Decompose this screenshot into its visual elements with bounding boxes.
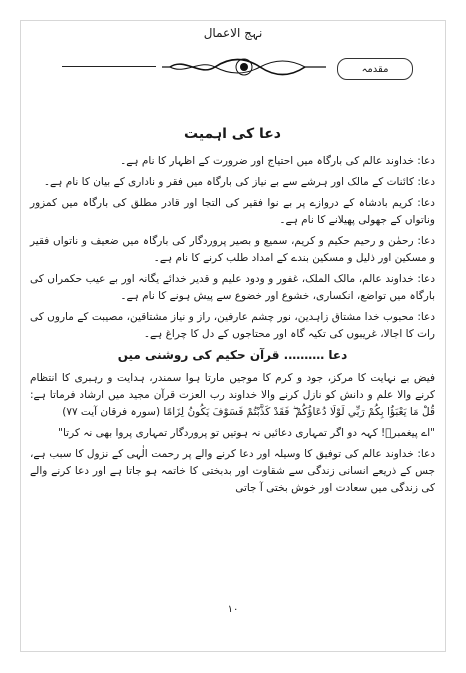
paragraph: دعا: رحمٰن و رحیم حکیم و کریم، سمیع و بصیر پروردگار کی بارگاہ میں ضعیف و ناتواں فقیر و مسکین اور ذلیل و مسکین بندے کے امداد طلب کرنے کا نام ہے۔ (30, 235, 435, 264)
paragraph: دعا: کریم بادشاہ کے دروازے پر بے نوا فقیر کی التجا اور قادر مطلق کی بارگاہ میں کمزور وناتواں کے جھولی پھیلانے کا نام ہے۔ (30, 197, 435, 226)
page-heading: دعا کی اہمیت (184, 126, 281, 142)
paragraph: دعا: خداوند عالم کی بارگاہ میں احتیاج اور ضرورت کے اظہار کا نام ہے۔ (120, 155, 435, 167)
paragraph: فیض بے نہایت کا مرکز، جود و کرم کا موجیں مارتا ہوا سمندر، ہدایت و رہبری کا انتظام کرنے والا علم و دانش کو نازل کرنے والا خداوند رب العزت قرآن مجید میں ارشاد فرماتا ہے: قُلْ مَا يَعْبَؤُا بِكُمْ رَبِّي لَوْلَا دُعَاؤُكُمْ ۖ فَقَدْ كَذَّبْتُمْ فَسَوْفَ يَكُونُ لِزَامًا (سورہ فرقان آیت ۷۷) (30, 372, 435, 418)
paragraph: دعا: خداوند عالم، مالک الملک، غفور و ودود علیم و قدیر خدائے یگانہ اور بے عیب حکمراں کی بارگاہ میں تواضع، انکساری، خشوع اور خضوع سے پیش ہونے کا نام ہے۔ (30, 273, 435, 302)
paragraph: دعا: محبوب خدا مشتاق زاہدین، نور چشم عارفین، راز و نیاز مشتاقین، مصیبت کے ماروں کی رات کا اجالا، غریبوں کی تکیہ گاہ اور محتاجوں کے دل کا چراغ ہے۔ (30, 311, 435, 340)
book-title: نہج الاعمال (203, 26, 263, 40)
section-label: مقدمہ (337, 58, 413, 80)
paragraph: دعا: خداوند عالم کی توفیق کا وسیلہ اور دعا کرنے والے پر رحمت الٰہی کے نزول کا سبب ہے، جس کے ذریعے انسانی زندگی سے شقاوت اور بدبختی کا خاتمہ ہو جاتا ہے اور دعا کرنے والے کی زندگی میں سعادت اور خوش بختی آ جاتی (30, 448, 435, 494)
paragraph: دعا: کائنات کے مالک اور ہرشے سے بے نیاز کی بارگاہ میں فقر و ناداری کے بیان کا نام ہے۔ (43, 176, 435, 188)
subheading: دعا ………. قرآن حکیم کی روشنی میں (117, 348, 348, 362)
page-number: ۱۰ (227, 604, 239, 615)
ornament-icon (160, 55, 328, 79)
main-text (30, 126, 435, 501)
quote: "اے پیغمبرؐ! کہہ دو اگر تمہاری دعائیں نہ ہوتیں تو پروردگار تمہاری پروا بھی نہ کرتا" (58, 427, 435, 439)
header-rule (62, 66, 156, 67)
